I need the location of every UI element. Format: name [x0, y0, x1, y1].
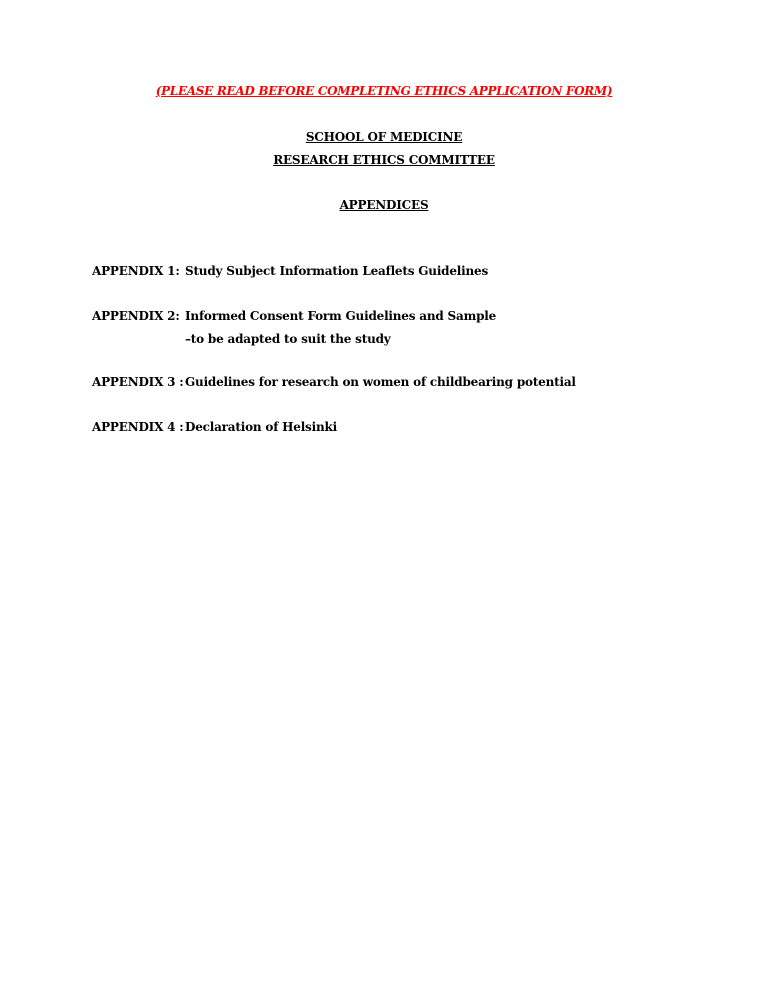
appendix-title: Study Subject Information Leaflets Guidelines — [185, 264, 489, 278]
appendix-label: APPENDIX 2: — [92, 309, 180, 323]
appendix-subtitle: –to be adapted to suit the study — [185, 332, 391, 346]
appendix-title: Informed Consent Form Guidelines and Sample — [185, 309, 497, 323]
appendix-label: APPENDIX 1: — [92, 264, 180, 278]
appendix-label: APPENDIX 3 : — [92, 375, 184, 389]
appendix-title: Declaration of Helsinki — [185, 420, 337, 434]
appendix-title: Guidelines for research on women of childbearing potential — [185, 375, 576, 389]
instruction-notice: (PLEASE READ BEFORE COMPLETING ETHICS APPLICATION FORM) — [155, 84, 613, 98]
committee-heading: RESEARCH ETHICS COMMITTEE — [273, 153, 495, 167]
school-heading: SCHOOL OF MEDICINE — [305, 130, 463, 144]
appendix-label: APPENDIX 4 : — [92, 420, 184, 434]
section-title: APPENDICES — [339, 198, 429, 212]
